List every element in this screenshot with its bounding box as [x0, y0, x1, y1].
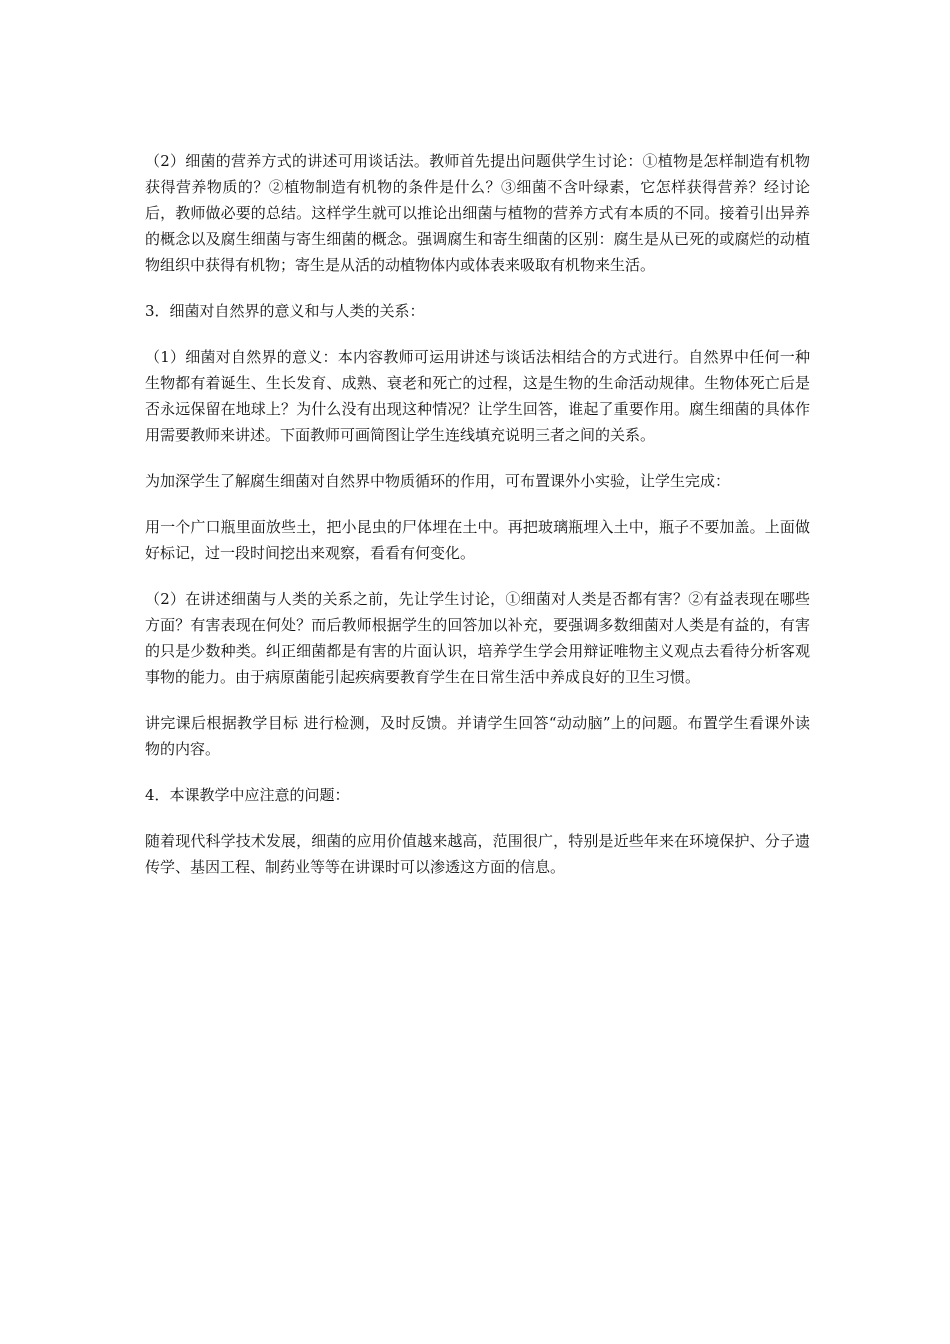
paragraph-human-relation: （2）在讲述细菌与人类的关系之前，先让学生讨论，①细菌对人类是否都有害？②有益表现在哪些方面？有害表现在何处？而后教师根据学生的回答加以补充，要强调多数细菌对人类是有益的，有害的只是少数种类。纠正细菌都是有害的片面认识，培养学生学会用辩证唯物主义观点去看待分析客观事物的能力。由于病原菌能引起疾病要教育学生在日常生活中养成良好的卫生习惯。 — [145, 590, 810, 686]
heading-section-4: 4．本课教学中应注意的问题： — [145, 786, 350, 804]
paragraph-nutrition-method: （2）细菌的营养方式的讲述可用谈话法。教师首先提出问题供学生讨论：①植物是怎样制造有机物获得营养物质的？②植物制造有机物的条件是什么？③细菌不含叶绿素，它怎样获得营养？经讨论后，教师做必要的总结。这样学生就可以推论出细菌与植物的营养方式有本质的不同。接着引出异养的概念以及腐生细菌与寄生细菌的概念。强调腐生和寄生细菌的区别：腐生是从已死的或腐烂的动植物组织中获得有机物；寄生是从活的动植物体内或体表来吸取有机物来生活。 — [145, 152, 810, 274]
paragraph-applications: 随着现代科学技术发展，细菌的应用价值越来越高，范围很广，特别是近些年来在环境保护、分子遗传学、基因工程、制药业等等在讲课时可以渗透这方面的信息。 — [145, 832, 810, 876]
paragraph-experiment-intro: 为加深学生了解腐生细菌对自然界中物质循环的作用，可布置课外小实验，让学生完成： — [145, 472, 731, 490]
paragraph-experiment-steps: 用一个广口瓶里面放些土，把小昆虫的尸体埋在土中。再把玻璃瓶埋入土中，瓶子不要加盖。上面做好标记，过一段时间挖出来观察，看看有何变化。 — [145, 518, 810, 562]
paragraph-after-class: 讲完课后根据教学目标 进行检测，及时反馈。并请学生回答“动动脑”上的问题。布置学生看课外读物的内容。 — [145, 714, 810, 758]
heading-section-3: 3．细菌对自然界的意义和与人类的关系： — [145, 302, 425, 320]
document-body — [145, 148, 810, 900]
paragraph-nature-significance: （1）细菌对自然界的意义：本内容教师可运用讲述与谈话法相结合的方式进行。自然界中任何一种生物都有着诞生、生长发育、成熟、衰老和死亡的过程，这是生物的生命活动规律。生物体死亡后是否永远保留在地球上？为什么没有出现这种情况？让学生回答，谁起了重要作用。腐生细菌的具体作用需要教师来讲述。下面教师可画简图让学生连线填充说明三者之间的关系。 — [145, 348, 810, 444]
